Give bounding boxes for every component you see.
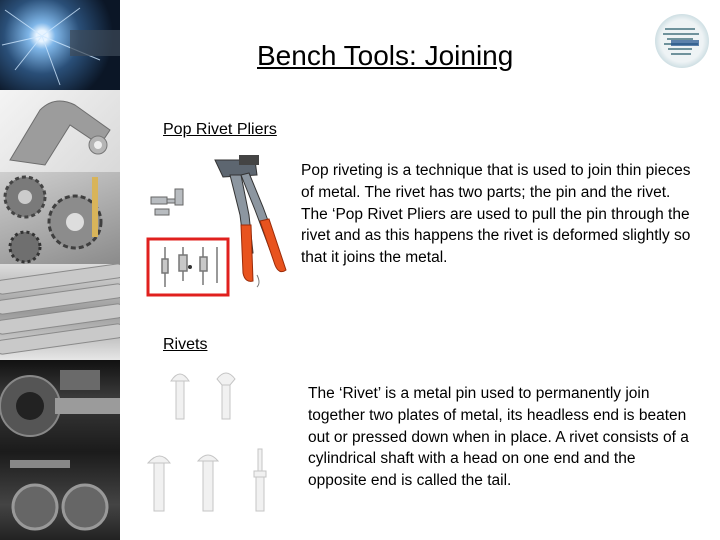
engine-photo <box>0 452 120 540</box>
gears-photo <box>0 172 120 264</box>
section-heading-rivets: Rivets <box>163 336 208 353</box>
page-title: Bench Tools: Joining <box>257 40 514 71</box>
photo-strip <box>0 0 120 540</box>
lathe-photo <box>0 360 120 452</box>
metal-bars-photo <box>0 264 120 360</box>
school-logo-icon <box>655 14 709 68</box>
rivets-description: The ‘Rivet’ is a metal pin used to permanently join together two plates of metal, its headless end is beaten out or pressed down when in place. A rivet consists of a cylindrical shaft with a head on one end and the opposite end is called the tail. <box>308 385 689 490</box>
bracket-part-photo <box>0 90 120 172</box>
pop-rivet-pliers-image <box>145 155 295 300</box>
pop-rivet-pliers-description: Pop riveting is a technique that is used to join thin pieces of metal. The rivet has two parts; the pin and the rivet. The ‘Pop Rivet Pliers are used to pull the pin through the rivet and as this happens the rivet is deformed slightly so that it joins the metal. <box>301 162 691 267</box>
rivet-types-diagram <box>140 365 280 525</box>
section-heading-pop-rivet-pliers: Pop Rivet Pliers <box>163 121 277 138</box>
welding-photo <box>0 0 120 90</box>
